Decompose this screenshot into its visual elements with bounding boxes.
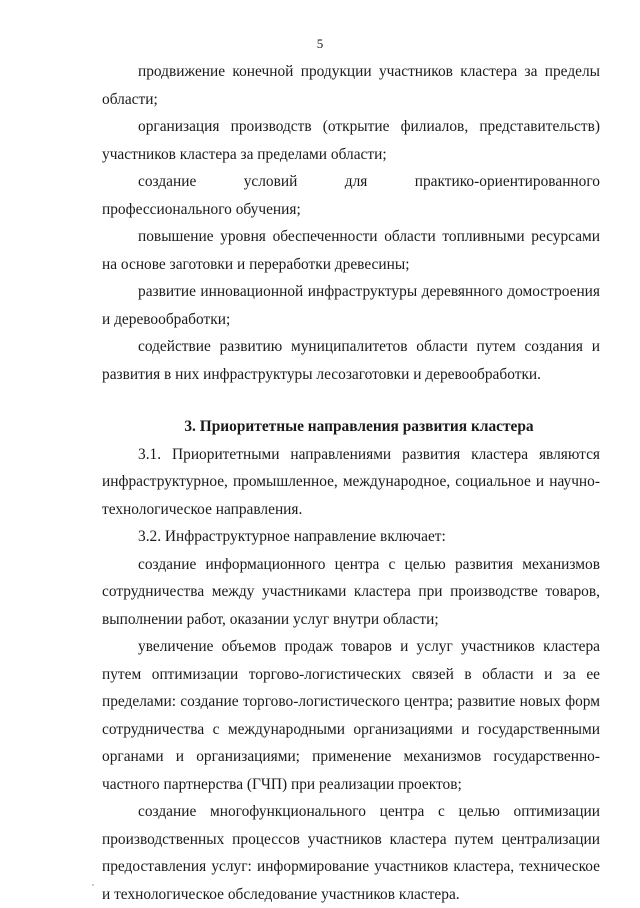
paragraph: 3.2. Инфраструктурное направление включает: (138, 528, 446, 545)
paragraph: 3.1. Приоритетными направлениями развития кластера являются инфраструктурное, промышленное, международное, социальное и научно-технологическое направления. (102, 445, 600, 518)
paragraph: продвижение конечной продукции участников кластера за пределы области; (102, 63, 600, 108)
paragraph: содействие развитию муниципалитетов области путем создания и развития в них инфраструктуры лесозаготовки и деревообработки. (102, 338, 600, 383)
paragraph: создание информационного центра с целью развития механизмов сотрудничества между участниками кластера при производстве товаров, выполнении работ, оказании услуг внутри области; (102, 555, 600, 628)
scan-speck (92, 884, 94, 886)
paragraph: увеличение объемов продаж товаров и услуг участников кластера путем оптимизации торгово-логистических связей в области и за ее пределами: создание торгово-логистического центра; развитие новых форм сотрудничества с международными организациями и государственными органами и организациями; применение механизмов государственно-частного партнерства (ГЧП) при реализации проектов; (102, 638, 600, 793)
page-number: 5 (316, 36, 324, 51)
paragraph: создание условий для практико-ориентированного профессионального обучения; (102, 173, 600, 218)
paragraph: повышение уровня обеспеченности области топливными ресурсами на основе заготовки и переработки древесины; (102, 228, 600, 273)
section-heading: 3. Приоритетные направления развития кластера (184, 418, 534, 435)
document-body (102, 58, 600, 908)
paragraph: организация производств (открытие филиалов, представительств) участников кластера за пределами области; (102, 118, 600, 163)
paragraph: развитие инновационной инфраструктуры деревянного домостроения и деревообработки; (102, 283, 600, 328)
paragraph: создание многофункционального центра с целью оптимизации производственных процессов участников кластера путем централизации предоставления услуг: информирование участников кластера, техническое и технологическое обследование участников кластера. (102, 803, 600, 903)
